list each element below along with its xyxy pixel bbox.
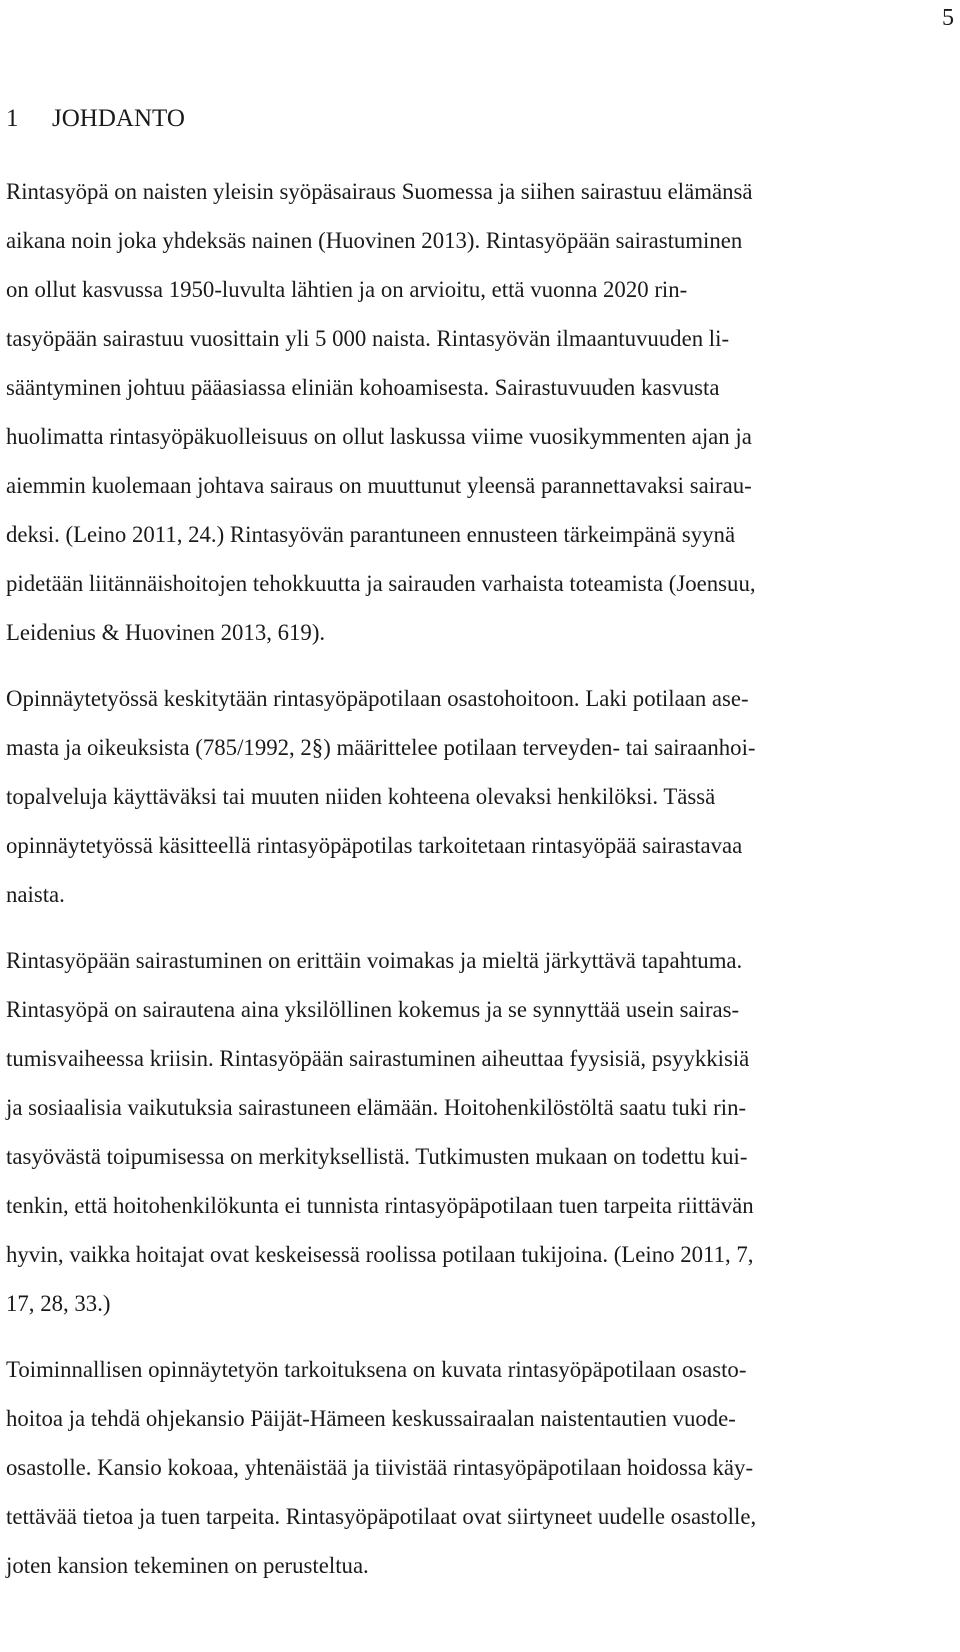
- text-line: Opinnäytetyössä keskitytään rintasyöpäpotilaan osastohoitoon. Laki potilaan ase-: [6, 686, 749, 711]
- text-line: ja sosiaalisia vaikutuksia sairastuneen elämään. Hoitohenkilöstöltä saatu tuki rin-: [6, 1095, 747, 1120]
- text-line: aikana noin joka yhdeksäs nainen (Huovinen 2013). Rintasyöpään sairastuminen: [6, 228, 743, 253]
- text-line: Rintasyöpä on naisten yleisin syöpäsairaus Suomessa ja siihen sairastuu elämänsä: [6, 179, 753, 204]
- text-line: joten kansion tekeminen on perusteltua.: [6, 1553, 369, 1578]
- text-line: Rintasyöpään sairastuminen on erittäin voimakas ja mieltä järkyttävä tapahtuma.: [6, 948, 743, 973]
- text-line: topalveluja käyttäväksi tai muuten niiden kohteena olevaksi henkilöksi. Tässä: [6, 784, 716, 809]
- text-line: osastolle. Kansio kokoaa, yhtenäistää ja tiivistää rintasyöpäpotilaan hoidossa käy-: [6, 1455, 754, 1480]
- text-line: hyvin, vaikka hoitajat ovat keskeisessä roolissa potilaan tukijoina. (Leino 2011, 7,: [6, 1242, 754, 1267]
- text-line: Rintasyöpä on sairautena aina yksilöllinen kokemus ja se synnyttää usein sairas-: [6, 997, 740, 1022]
- page-number: 5: [942, 5, 954, 31]
- text-line: opinnäytetyössä käsitteellä rintasyöpäpotilas tarkoitetaan rintasyöpää sairastavaa: [6, 833, 743, 858]
- text-line: tasyöpään sairastuu vuosittain yli 5 000 naista. Rintasyövän ilmaantuvuuden li-: [6, 326, 730, 351]
- text-line: tumisvaiheessa kriisin. Rintasyöpään sairastuminen aiheuttaa fyysisiä, psyykkisiä: [6, 1046, 750, 1071]
- chapter-heading: [6, 104, 185, 134]
- text-line: pidetään liitännäishoitojen tehokkuutta ja sairauden varhaista toteamista (Joensuu,: [6, 571, 756, 596]
- text-line: tettävää tietoa ja tuen tarpeita. Rintasyöpäpotilaat ovat siirtyneet uudelle osastolle,: [6, 1504, 757, 1529]
- chapter-title: JOHDANTO: [52, 105, 185, 132]
- text-line: tenkin, että hoitohenkilökunta ei tunnista rintasyöpäpotilaan tuen tarpeita riittävän: [6, 1193, 754, 1218]
- text-line: Toiminnallisen opinnäytetyön tarkoituksena on kuvata rintasyöpäpotilaan osasto-: [6, 1357, 747, 1382]
- text-line: sääntyminen johtuu pääasiassa eliniän kohoamisesta. Sairastuvuuden kasvusta: [6, 375, 720, 400]
- chapter-number: 1: [6, 105, 19, 132]
- text-line: 17, 28, 33.): [6, 1291, 111, 1316]
- text-line: on ollut kasvussa 1950-luvulta lähtien ja on arvioitu, että vuonna 2020 rin-: [6, 277, 688, 302]
- text-line: masta ja oikeuksista (785/1992, 2§) määrittelee potilaan terveyden- tai sairaanhoi-: [6, 735, 756, 760]
- text-line: aiemmin kuolemaan johtava sairaus on muuttunut yleensä parannettavaksi sairau-: [6, 473, 752, 498]
- text-line: hoitoa ja tehdä ohjekansio Päijät-Hämeen keskussairaalan naistentautien vuode-: [6, 1406, 736, 1431]
- text-line: deksi. (Leino 2011, 24.) Rintasyövän parantuneen ennusteen tärkeimpänä syynä: [6, 522, 736, 547]
- text-line: naista.: [6, 882, 65, 907]
- text-line: Leidenius & Huovinen 2013, 619).: [6, 620, 326, 645]
- text-line: huolimatta rintasyöpäkuolleisuus on ollut laskussa viime vuosikymmenten ajan ja: [6, 424, 752, 449]
- text-line: tasyövästä toipumisessa on merkityksellistä. Tutkimusten mukaan on todettu kui-: [6, 1144, 748, 1169]
